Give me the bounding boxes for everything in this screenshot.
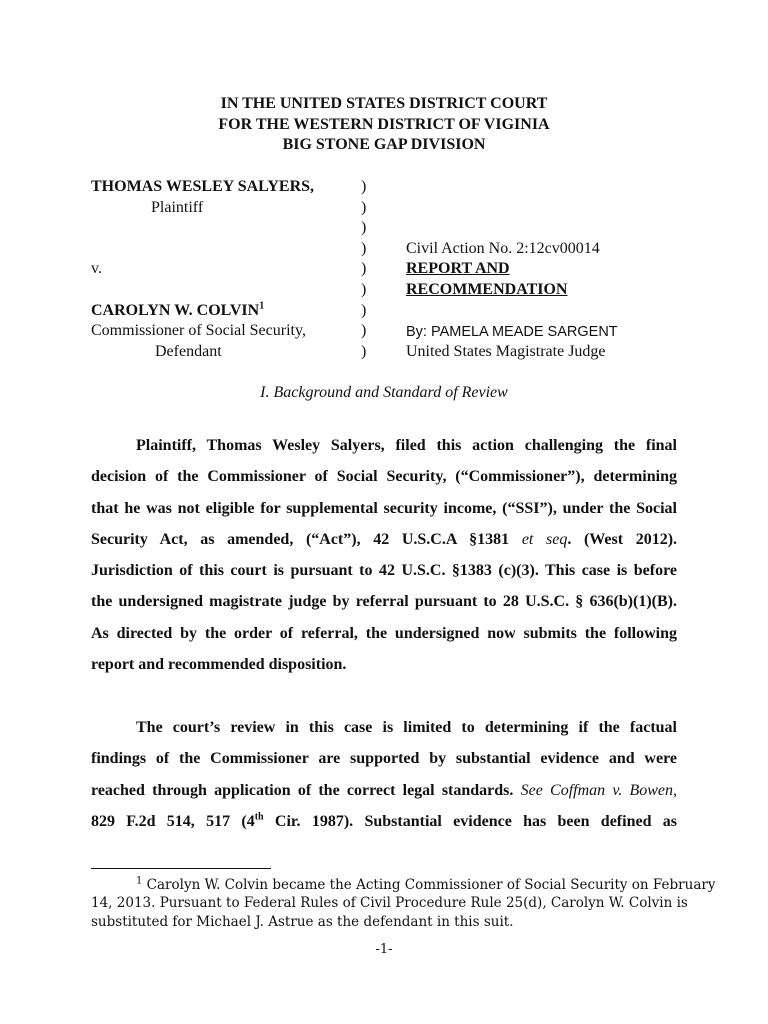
- text-line: [91, 524, 677, 555]
- caption-paren: ): [361, 281, 367, 298]
- footnote: [91, 875, 716, 931]
- footnote-line: substituted for Michael J. Astrue as the defendant in this suit.: [91, 913, 514, 930]
- text-line: [91, 806, 677, 837]
- paragraph-background: [91, 430, 677, 680]
- caption-paren: ): [361, 342, 367, 360]
- citation-italic: et seq: [521, 530, 568, 548]
- caption-paren: ): [361, 239, 367, 257]
- caption-paren: ): [361, 219, 367, 237]
- court-heading: [0, 94, 768, 156]
- caption-paren: ): [361, 198, 367, 216]
- text-line: that he was not eligible for supplemental security income, (“SSI”), under the Social: [91, 499, 677, 517]
- judge-title: United States Magistrate Judge: [406, 342, 606, 360]
- text-line: The court’s review in this case is limited to determining if the factual: [136, 719, 677, 736]
- case-citation: See Coffman v. Bowen,: [520, 781, 677, 799]
- caption-paren: ): [361, 260, 367, 278]
- page-number: -1-: [375, 942, 393, 957]
- text-line: decision of the Commissioner of Social Security, (“Commissioner”), determining: [91, 468, 677, 486]
- text-segment: Cir. 1987). Substantial evidence has been defined as: [263, 812, 677, 830]
- caption-paren: ): [361, 178, 367, 195]
- footnote-divider: [91, 868, 271, 869]
- defendant-name: [91, 301, 264, 322]
- division-line: BIG STONE GAP DIVISION: [282, 136, 486, 153]
- text-line: findings of the Commissioner are supported by substantial evidence and were: [91, 750, 677, 768]
- text-line: report and recommended disposition.: [91, 656, 347, 674]
- ordinal-suffix: th: [254, 811, 264, 823]
- court-name-line: IN THE UNITED STATES DISTRICT COURT: [220, 95, 548, 112]
- case-caption: [91, 177, 691, 367]
- defendant-role: Defendant: [155, 342, 222, 360]
- text-segment: Security Act, as amended, (“Act”), 42 U.S.C.A §1381: [91, 530, 510, 548]
- footnote-text: Carolyn W. Colvin became the Acting Commissioner of Social Security on February: [146, 877, 716, 893]
- text-line: Jurisdiction of this court is pursuant to 42 U.S.C. §1383 (c)(3). This case is before: [91, 562, 677, 580]
- caption-paren: ): [361, 322, 367, 340]
- text-segment: . (West 2012).: [567, 530, 678, 548]
- footnote-line: 14, 2013. Pursuant to Federal Rules of Civil Procedure Rule 25(d), Carolyn W. Colvin is: [91, 895, 688, 912]
- defendant-name-text: CAROLYN W. COLVIN: [91, 301, 260, 319]
- text-line: As directed by the order of referral, the undersigned now submits the following: [91, 624, 677, 642]
- paragraph-standard-of-review: [91, 712, 677, 837]
- report-title-line1: REPORT AND: [406, 260, 510, 278]
- text-line: Plaintiff, Thomas Wesley Salyers, filed this action challenging the final: [136, 437, 677, 454]
- plaintiff-name: THOMAS WESLEY SALYERS,: [91, 178, 315, 195]
- text-line: the undersigned magistrate judge by referral pursuant to 28 U.S.C. § 636(b)(1)(B).: [91, 593, 677, 611]
- text-line: [91, 775, 677, 806]
- text-segment: reached through application of the correct legal standards.: [91, 781, 514, 799]
- footnote-line: [91, 875, 716, 894]
- defendant-title: Commissioner of Social Security,: [91, 322, 306, 340]
- section-heading: I. Background and Standard of Review: [260, 384, 508, 401]
- district-line: FOR THE WESTERN DISTRICT OF VIGINIA: [218, 115, 550, 133]
- text-segment: 829 F.2d 514, 517 (4: [91, 812, 255, 830]
- versus-label: v.: [91, 260, 102, 278]
- judge-by-line: By: PAMELA MEADE SARGENT: [406, 324, 618, 340]
- footnote-marker: 1: [259, 300, 265, 312]
- footnote-number: 1: [136, 875, 143, 887]
- civil-action-number: Civil Action No. 2:12cv00014: [406, 239, 600, 257]
- caption-paren: ): [361, 301, 367, 319]
- plaintiff-role: Plaintiff: [151, 198, 204, 216]
- report-title-line2: RECOMMENDATION: [406, 281, 568, 298]
